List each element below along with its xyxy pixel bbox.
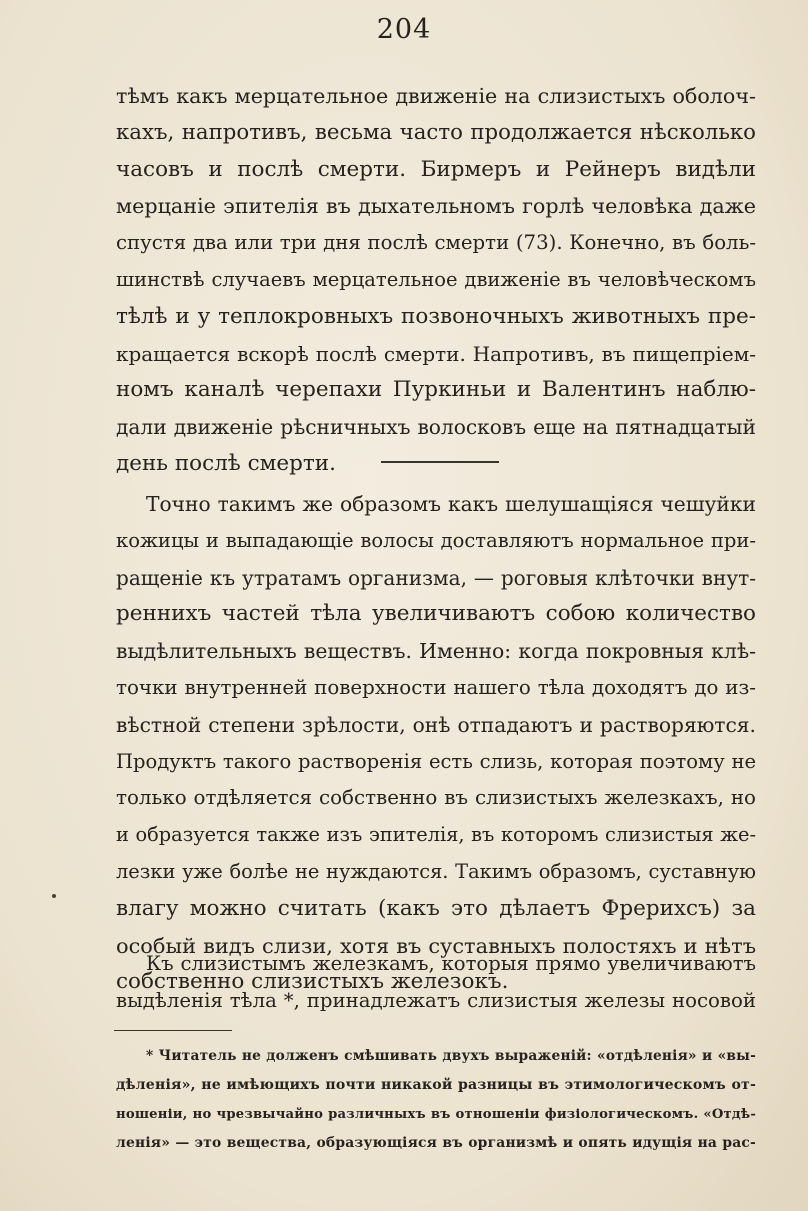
ink-spot bbox=[52, 894, 56, 898]
text-line: выдѣлительныхъ веществъ. Именно: когда покровныя клѣ- bbox=[116, 639, 756, 664]
text-line: особый видъ слизи, хотя въ суставныхъ полостяхъ и нѣтъ bbox=[116, 933, 756, 958]
text-line: лезки уже болѣе не нуждаются. Такимъ образомъ, суставную bbox=[116, 859, 756, 883]
text-line: день послѣ смерти. bbox=[116, 450, 336, 476]
text-line: выдѣленія тѣла *, принадлежатъ слизистыя железы носовой bbox=[116, 988, 756, 1012]
text-line: кращается вскорѣ послѣ смерти. Напротивъ, въ пищепріем- bbox=[116, 341, 756, 366]
text-line: спустя два или три дня послѣ смерти (73). Конечно, въ боль- bbox=[116, 231, 756, 255]
text-line: влагу можно считать (какъ это дѣлаетъ Фрерихсъ) за bbox=[116, 895, 756, 921]
text-line: реннихъ частей тѣла увеличиваютъ собою количество bbox=[116, 601, 756, 627]
footnote-line: ленія» — это вещества, образующіяся въ организмѣ и опять идущія на рас- bbox=[116, 1135, 756, 1151]
footnote-line: дѣленія», не имѣющихъ почти никакой разницы въ этимологическомъ от- bbox=[116, 1077, 756, 1093]
text-line: Точно такимъ же образомъ какъ шелушащіяся чешуйки bbox=[146, 492, 756, 516]
text-line: и образуется также изъ эпителія, въ которомъ слизистыя же- bbox=[116, 823, 756, 847]
footnote bbox=[116, 1042, 756, 1158]
text-line: тѣлѣ и у теплокровныхъ позвоночныхъ животныхъ пре- bbox=[116, 303, 756, 329]
text-line: номъ каналѣ черепахи Пуркиньи и Валентинъ наблю- bbox=[116, 377, 756, 403]
page-number: 204 bbox=[376, 14, 432, 45]
text-line: Къ слизистымъ железкамъ, которыя прямо увеличиваютъ bbox=[146, 952, 756, 975]
text-line: вѣстной степени зрѣлости, онѣ отпадаютъ и растворяются. bbox=[116, 712, 756, 737]
text-line: мерцаніе эпителія въ дыхательномъ горлѣ человѣка даже bbox=[116, 194, 756, 219]
paragraph-3 bbox=[116, 946, 756, 1020]
footnote-line: ношеніи, но чрезвычайно различныхъ въ отношеніи физіологическомъ. «Отдѣ- bbox=[116, 1107, 756, 1122]
text-line: только отдѣляется собственно въ слизистыхъ железкахъ, но bbox=[116, 786, 756, 810]
text-line: тѣмъ какъ мерцательное движеніе на слизистыхъ оболоч- bbox=[116, 84, 756, 108]
text-line: дали движеніе рѣсничныхъ волосковъ еще на пятнадцатый bbox=[116, 415, 756, 440]
footnote-divider bbox=[114, 1030, 232, 1031]
section-divider bbox=[381, 461, 499, 463]
text-line: часовъ и послѣ смерти. Бирмеръ и Рейнеръ видѣли bbox=[116, 156, 756, 182]
paragraph-1 bbox=[116, 78, 756, 483]
text-line: кожицы и выпадающіе волосы доставляютъ нормальное при- bbox=[116, 528, 756, 552]
footnote-line: * Читатель не долженъ смѣшивать двухъ выраженій: «отдѣленія» и «вы- bbox=[146, 1048, 756, 1064]
text-line: кахъ, напротивъ, весьма часто продолжается нѣсколько bbox=[116, 119, 756, 145]
text-line: собственно слизистыхъ железокъ. bbox=[116, 969, 509, 995]
text-line: Продуктъ такого растворенія есть слизь, которая поэтому не bbox=[116, 749, 756, 773]
text-line: шинствѣ случаевъ мерцательное движеніе въ человѣческомъ bbox=[116, 267, 756, 291]
paragraph-2 bbox=[116, 486, 756, 1001]
text-line: ращеніе къ утратамъ организма, — роговыя клѣточки внут- bbox=[116, 565, 756, 590]
text-line: точки внутренней поверхности нашего тѣла доходятъ до из- bbox=[116, 675, 756, 699]
